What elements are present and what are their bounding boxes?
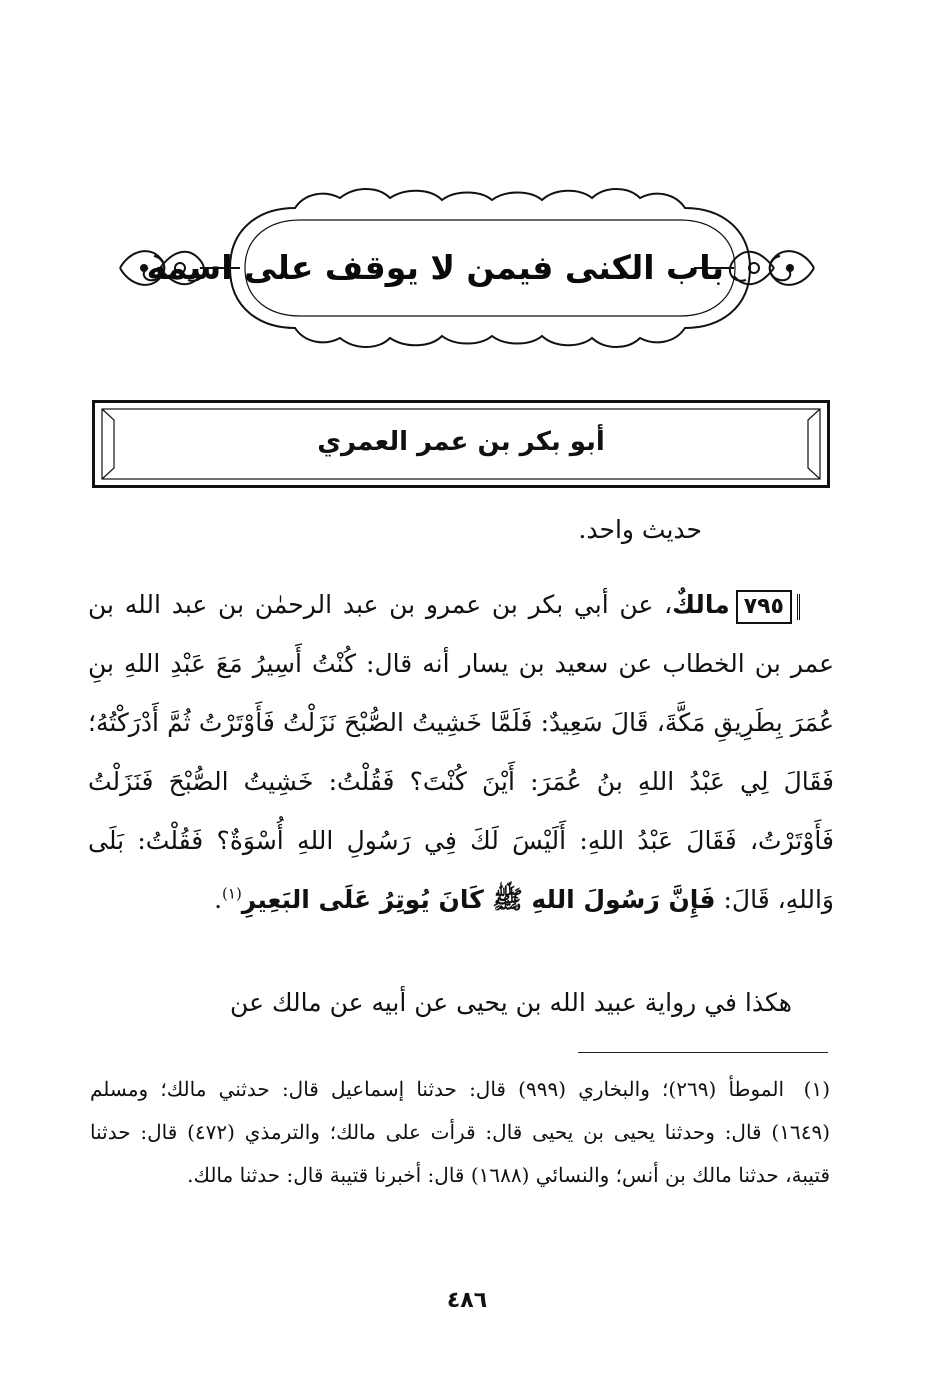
page-number: ٤٨٦ (446, 1288, 488, 1313)
hadith-narrator: مالكٌ (672, 590, 730, 619)
intro-text: حديث واحد. (578, 515, 702, 544)
footnote-text: الموطأ (٢٦٩)؛ والبخاري (٩٩٩) قال: حدثنا إسماعيل قال: حدثني مالك؛ ومسلم (١٦٤٩) قال: وحدثنا يحيى بن يحيى قال: قرأت على مالك؛ والترمذي (٤٧٢) قال: حدثنا قتيبة، حدثنا مالك بن أنس؛ والنسائي (١٦٨٨) قال: أخبرنا قتيبة قال: حدثنا مالك. (90, 1077, 830, 1187)
hadith-number: ٧٩٥ (736, 590, 792, 624)
chapter-title: باب الكنى فيمن لا يوقف على اسمه (146, 248, 724, 287)
hadith-end: . (214, 885, 223, 914)
footnote-marker: (١) (803, 1077, 830, 1101)
hadith-prophetic-saying: فَإِنَّ رَسُولَ اللهِ ﷺ كَانَ يُوتِرُ عَلَى البَعِيرِ (241, 885, 716, 914)
hadith-text: ، عن أبي بكر بن عمرو بن عبد الرحمٰن بن عبد الله بن عمر بن الخطاب عن سعيد بن يسار أنه قال: كُنْتُ أَسِيرُ مَعَ عَبْدِ اللهِ بنِ عُمَرَ بِطَرِيقِ مَكَّةَ، قَالَ سَعِيدٌ: فَلَمَّا خَشِيتُ الصُّبْحَ نَزَلْتُ فَأَوْتَرْتُ ثُمَّ أَدْرَكْتُهُ؛ فَقَالَ لِي عَبْدُ اللهِ بنُ عُمَرَ: أَيْنَ كُنْتَ؟ فَقُلْتُ: خَشِيتُ الصُّبْحَ فَنَزَلْتُ فَأَوْتَرْتُ، فَقَالَ عَبْدُ اللهِ: أَلَيْسَ لَكَ فِي رَسُولِ اللهِ أُسْوَةٌ؟ فَقُلْتُ: بَلَى وَاللهِ، قَالَ: (88, 590, 834, 914)
hadith-paragraph (88, 575, 834, 929)
section-heading-box (92, 400, 830, 488)
footnote-reference[interactable]: (١) (222, 884, 242, 903)
footnote-separator (578, 1052, 828, 1053)
chapter-banner (110, 168, 824, 368)
closing-paragraph: هكذا في رواية عبيد الله بن يحيى عن أبيه عن مالك عن (230, 988, 792, 1017)
section-title: أبو بكر بن عمر العمري (317, 427, 605, 457)
footnote (90, 1068, 830, 1197)
